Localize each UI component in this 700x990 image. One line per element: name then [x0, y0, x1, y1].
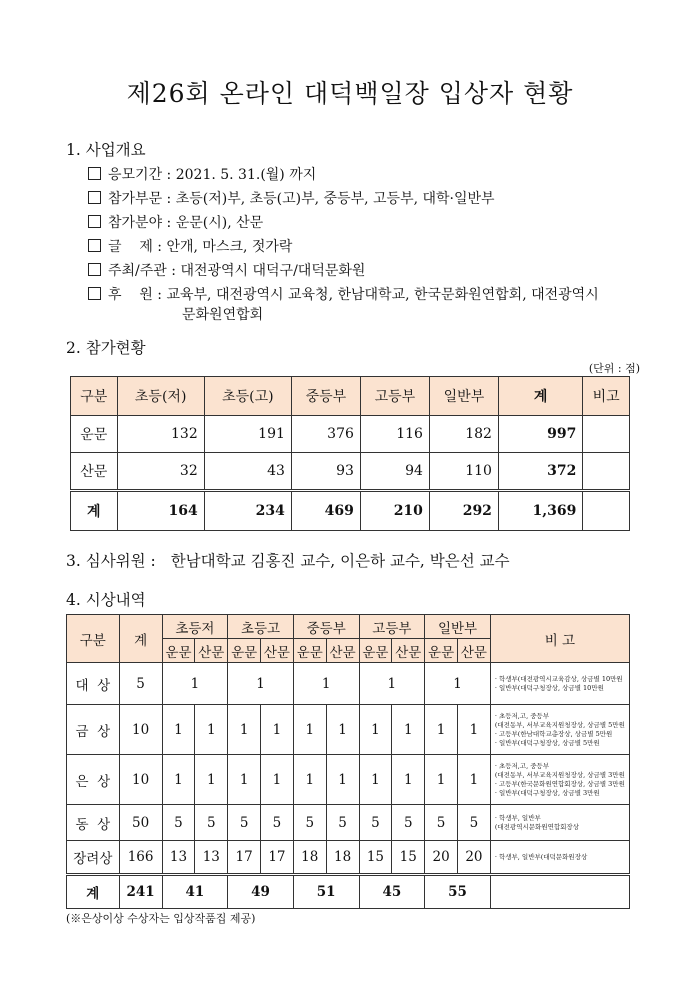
section-3-judges: 3. 심사위원 : 한남대학교 김홍진 교수, 이은하 교수, 박은선 교수: [66, 552, 510, 570]
overview-item: 참가부문 : 초등(저)부, 초등(고)부, 중등부, 고등부, 대학·일반부: [88, 188, 495, 208]
table-row: 운문 132 191 376 116 182 997: [71, 416, 630, 453]
table-header-row: [67, 615, 630, 639]
overview-item: 후 원 : 교육부, 대전광역시 교육청, 한남대학교, 한국문화원연합회, 대전광역시: [88, 284, 599, 304]
header-cell: 초등저: [162, 615, 228, 639]
header-cell: 고등부: [360, 377, 429, 416]
header-cell: 계: [119, 615, 162, 663]
overview-item: 참가분야 : 운문(시), 산문: [88, 212, 263, 232]
section-4-heading: 4. 시상내역: [66, 591, 146, 609]
checkbox-square-icon: [88, 263, 101, 276]
table-row: 은 상 10 1 1 1 1 1 1 1 1 1 1 · 초등저,고, 중등부 (대전동부, 서부교육지원청장상, 상금별 3만원 · 고등부(한국문화원연합회장상, 상금별 3만원 · 일반부(대덕구청장상, 상금별 3만원: [67, 755, 630, 805]
overview-continuation: 문화원연합회: [182, 307, 264, 323]
header-cell: 중등부: [291, 377, 360, 416]
participation-table: [70, 376, 630, 531]
header-cell: 초등(고): [204, 377, 291, 416]
remarks-cell: · 초등저,고, 중등부 (대전동부, 서부교육지원청장상, 상금별 3만원 · 고등부(한국문화원연합회장상, 상금별 3만원 · 일반부(대덕구청장상, 상금별 3만원: [490, 755, 629, 805]
remarks-cell: · 초등저,고, 중등부 (대전동부, 서부교육지원청장상, 상금별 5만원 · 고등부(한남대학교총장상, 상금별 5만원 · 일반부(대덕구청장상, 상금별 5만원: [490, 705, 629, 755]
checkbox-square-icon: [88, 287, 101, 300]
table-total-row: 계 164 234 469 210 292 1,369: [71, 491, 630, 531]
header-cell: 고등부: [359, 615, 425, 639]
table-header-row: [71, 377, 630, 416]
overview-item: 응모기간 : 2021. 5. 31.(월) 까지: [88, 164, 316, 184]
footnote: (※은상이상 수상자는 입상작품집 제공): [66, 912, 256, 925]
header-cell: 구분: [71, 377, 118, 416]
header-cell: 중등부: [293, 615, 359, 639]
table-row: 장려상 166 13 13 17 17 18 18 15 15 20 20 · 학생부, 일반부(대덕문화원장상: [67, 841, 630, 875]
checkbox-square-icon: [88, 215, 101, 228]
header-cell: 초등(저): [117, 377, 204, 416]
table-row: 산문 32 43 93 94 110 372: [71, 453, 630, 491]
checkbox-square-icon: [88, 239, 101, 252]
header-cell: 초등고: [228, 615, 294, 639]
header-cell: 계: [498, 377, 582, 416]
table-row: 동 상 50 5 5 5 5 5 5 5 5 5 5 · 학생부, 일반부 (대전광역시문화원연합회장상: [67, 805, 630, 841]
header-cell: 일반부: [429, 377, 498, 416]
overview-item: 글 제 : 안개, 마스크, 젓가락: [88, 236, 292, 256]
table-row: 대 상 5 1 1 1 1 1 · 학생부(대전광역시교육감상, 상금별 10만원 · 일반부(대덕구청장상, 상금별 10만원: [67, 663, 630, 705]
unit-label: (단위 : 점): [588, 362, 640, 375]
checkbox-square-icon: [88, 167, 101, 180]
header-cell: 비고: [583, 377, 630, 416]
header-cell: 구분: [67, 615, 120, 663]
page-title: 제26회 온라인 대덕백일장 입상자 현황: [126, 79, 574, 108]
overview-item: 주최/주관 : 대전광역시 대덕구/대덕문화원: [88, 260, 365, 280]
table-row: 금 상 10 1 1 1 1 1 1 1 1 1 1 · 초등저,고, 중등부 (대전동부, 서부교육지원청장상, 상금별 5만원 · 고등부(한남대학교총장상, 상금별 5만원 · 일반부(대덕구청장상, 상금별 5만원: [67, 705, 630, 755]
table-subheader-row: 운문 산문 운문 산문 운문 산문 운문 산문 운문 산문: [67, 639, 630, 663]
section-2-heading: 2. 참가현황: [66, 339, 146, 357]
awards-table: [66, 614, 630, 909]
checkbox-square-icon: [88, 191, 101, 204]
remarks-cell: · 학생부, 일반부(대덕문화원장상: [490, 841, 629, 875]
header-cell: 일반부: [425, 615, 491, 639]
remarks-cell: · 학생부(대전광역시교육감상, 상금별 10만원 · 일반부(대덕구청장상, 상금별 10만원: [490, 663, 629, 705]
section-1-heading: 1. 사업개요: [66, 141, 146, 159]
table-total-row: 계 241 41 49 51 45 55: [67, 875, 630, 909]
header-cell: 비 고: [490, 615, 629, 663]
remarks-cell: · 학생부, 일반부 (대전광역시문화원연합회장상: [490, 805, 629, 841]
